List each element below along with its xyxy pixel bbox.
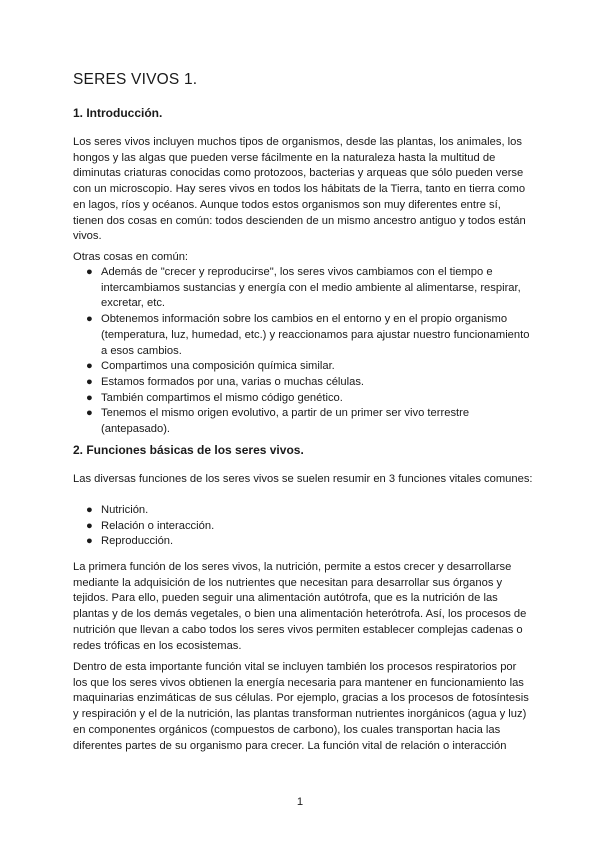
bullet-icon: ● [86, 519, 93, 532]
bullet-icon: ● [86, 407, 93, 420]
list-item-text: Relación o interacción. [101, 519, 215, 532]
bullet-icon: ● [86, 535, 93, 548]
list-item-text: Estamos formados por una, varias o muchas células. [101, 375, 365, 388]
list-item [73, 359, 533, 375]
intro-paragraph: Los seres vivos incluyen muchos tipos de organismos, desde las plantas, los animales, los hongos y las algas que pueden verse fácilmente en la naturaleza hasta la multitud de diminutas criaturas conocidas como protozoos, bacterias y arqueas que sólo pueden verse con un microscopio. Hay seres vivos en todos los hábitats de la Tierra, tanto en tierra como en lagos, ríos y océanos. Aunque todos estos organismos son muy diferentes entre sí, tienen dos cosas en común: todos descienden de un mismo ancestro antiguo y todos están vivos. [73, 136, 526, 243]
document-title: SERES VIVOS 1. [73, 71, 198, 88]
bullet-icon: ● [86, 360, 93, 373]
list-item [73, 375, 533, 391]
section-heading-funciones: 2. Funciones básicas de los seres vivos. [73, 443, 304, 457]
respiration-paragraph: Dentro de esta importante función vital se incluyen también los procesos respiratorios por los que los seres vivos obtienen la energía necesaria para mantener en funcionamiento las maquinarias enzimáticas de sus células. Por ejemplo, gracias a los procesos de fotosíntesis y respiración y el de la nutrición, las plantas transforman nutrientes inorgánicos (agua y luz) en componentes orgánicos (compuestos de carbono), los cuales transportan hacia las diferentes partes de su organismo para crecer. La función vital de relación o interacción [73, 661, 529, 752]
list-item-text: Además de "crecer y reproducirse", los seres vivos cambiamos con el tiempo e intercambiamos sustancias y energía con el medio ambiente al alimentarse, respirar, excretar, etc. [101, 266, 521, 310]
page-number: 1 [296, 796, 304, 808]
common-things-label: Otras cosas en común: [73, 251, 189, 263]
list-item [73, 265, 533, 312]
list-item-text: También compartimos el mismo código genético. [101, 391, 343, 404]
bullet-icon: ● [86, 266, 93, 278]
list-item-text: Nutrición. [101, 504, 149, 516]
list-item [73, 391, 533, 407]
bullet-icon: ● [86, 504, 93, 516]
list-item-text: Compartimos una composición química similar. [101, 360, 335, 373]
list-item [73, 519, 533, 535]
list-item [73, 312, 533, 359]
list-item [73, 534, 533, 550]
bullet-icon: ● [86, 375, 93, 388]
common-things-list [73, 265, 533, 438]
nutrition-paragraph: La primera función de los seres vivos, la nutrición, permite a estos crecer y desarrollarse mediante la adquisición de los nutrientes que necesitan para desarrollar sus órganos y tejidos. Para ello, pueden seguir una alimentación autótrofa, que es la nutrición de las plantas y de los demás vegetales, o bien una alimentación heterótrofa. Así, los procesos de nutrición que llevan a cabo todos los seres vivos permiten establecer complejas cadenas o redes tróficas en los ecosistemas. [73, 561, 527, 652]
section-heading-introduccion: 1. Introducción. [73, 106, 163, 120]
list-item-text: Obtenemos información sobre los cambios en el entorno y en el propio organismo (temperatura, luz, humedad, etc.) y reaccionamos para ajustar nuestro funcionamiento a esos cambios. [101, 313, 530, 357]
vital-functions-list [73, 503, 533, 550]
functions-intro-paragraph: Las diversas funciones de los seres vivos se suelen resumir en 3 funciones vitales comunes: [73, 473, 533, 485]
list-item [73, 503, 533, 519]
bullet-icon: ● [86, 391, 93, 404]
list-item-text: Reproducción. [101, 535, 174, 548]
list-item [73, 406, 533, 437]
bullet-icon: ● [86, 313, 93, 326]
list-item-text: Tenemos el mismo origen evolutivo, a partir de un primer ser vivo terrestre (antepasado). [101, 407, 470, 436]
